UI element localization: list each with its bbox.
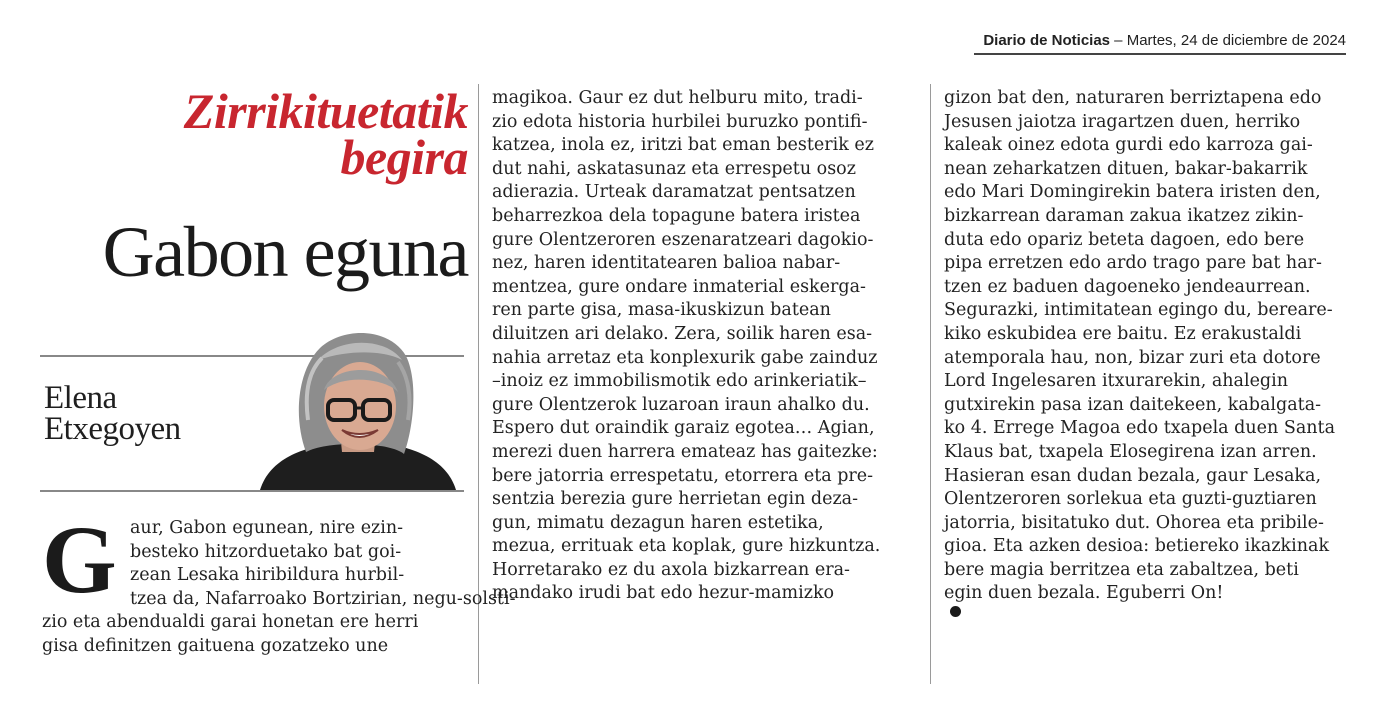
- text-line: zean Lesaka hiribildura hurbil-: [130, 565, 405, 586]
- text-line: Olentzeroren sorlekua eta guzti-guztiaren: [944, 489, 1317, 510]
- text-line: adierazia. Urteak daramatzat pentsatzen: [492, 182, 856, 203]
- text-line: diluitzen ari delako. Zera, soilik haren esa-: [492, 323, 873, 344]
- text-line: mandako irudi bat edo hezur-mamizko: [492, 583, 835, 604]
- text-line: merezi duen harrera emateaz has gaitezke:: [492, 441, 878, 462]
- text-line: kiko eskubidea ere baitu. Ez erakustaldi: [944, 323, 1302, 344]
- text-line: gioa. Eta azken desioa: betiereko ikazkinak: [944, 536, 1330, 557]
- text-line: bere magia berritzea eta zabaltzea, beti: [944, 559, 1299, 580]
- text-line: duta edo opariz beteta dagoen, edo bere: [944, 229, 1305, 250]
- text-line: pipa erretzen edo ardo trago pare bat har-: [944, 253, 1322, 274]
- text-line: zio edota historia hurbilei buruzko pontifi-: [492, 111, 868, 132]
- text-line: nean zeharkatzen dituen, bakar-bakarrik: [944, 158, 1308, 179]
- newspaper-name: Diario de Noticias: [983, 32, 1111, 49]
- text-line: Horretarako ez du axola bizkarrean era-: [492, 559, 850, 580]
- text-line: aur, Gabon egunean, nire ezin-: [130, 518, 404, 538]
- text-line: Segurazki, intimitatean egingo du, bereare-: [944, 300, 1333, 321]
- header-dash: –: [1110, 32, 1127, 49]
- text-line: gure Olentzerok luzaroan iraun ahalko du.: [492, 394, 870, 415]
- text-line: besteko hitzorduetako bat goi-: [130, 541, 402, 562]
- text-line: Hasieran esan dudan bezala, gaur Lesaka,: [944, 465, 1322, 486]
- text-line: ren parte gisa, masa-ikuskizun batean: [492, 300, 831, 321]
- text-line: dut nahi, askatasunaz eta errespetu osoz: [492, 158, 856, 179]
- text-line: atemporala hau, non, bizar zuri eta dotore: [944, 347, 1321, 368]
- end-mark-icon: [950, 606, 961, 617]
- text-line: tzen ez baduen dagoeneko jendeaurrean.: [944, 276, 1311, 297]
- page-header: [974, 32, 1346, 49]
- text-line: beharrezkoa dela topagune batera iristea: [492, 205, 861, 226]
- text-line: gun, mimatu dezagun haren estetika,: [492, 512, 824, 533]
- text-line: nahia arretaz eta konplexurik gabe zainduz: [492, 347, 878, 368]
- author-last-name: Etxegoyen: [44, 411, 181, 447]
- column-2: [492, 87, 880, 606]
- header-rule: [974, 53, 1346, 55]
- column-3: [944, 87, 1335, 617]
- text-line: edo Mari Domingirekin batera iristen den,: [944, 182, 1321, 203]
- text-line-last: [944, 582, 1335, 617]
- text-line: gizon bat den, naturaren berriztapena edo: [944, 88, 1322, 108]
- text-line: mentzea, gure ondare inmaterial eskerga-: [492, 276, 866, 297]
- kicker-line-1: Zirrikituetatik: [183, 83, 468, 139]
- text-line: bizkarrean daraman zakua ikatzez zikin-: [944, 205, 1304, 226]
- article-headline: Gabon eguna: [102, 212, 468, 292]
- text-line: gure Olentzeroren eszenaratzeari dagokio-: [492, 229, 874, 250]
- text-line: bere jatorria errespetatu, etorrera eta pre-: [492, 465, 874, 486]
- text-line: nez, haren identitatearen balioa nabar-: [492, 253, 841, 274]
- text-line: Espero dut oraindik garaiz egotea… Agian,: [492, 418, 875, 439]
- text-line: kaleak oinez edota gurdi edo karroza gai-: [944, 135, 1313, 156]
- text-line: egin duen bezala. Eguberri On!: [944, 583, 1224, 604]
- text-line: tzea da, Nafarroako Bortzirian, negu-solsti-: [130, 588, 516, 609]
- column-1-indented: [130, 517, 515, 611]
- kicker-line-2: begira: [340, 129, 468, 185]
- text-line: –inoiz ez immobilismotik edo arinkeriatik–: [492, 371, 867, 392]
- publication-date: Martes, 24 de diciembre de 2024: [1126, 32, 1346, 49]
- column-divider-2: [930, 84, 931, 684]
- text-line: magikoa. Gaur ez dut helburu mito, tradi-: [492, 88, 863, 108]
- text-line: mezua, errituak eta koplak, gure hizkuntza.: [492, 536, 881, 557]
- text-line: Jesusen jaiotza iragartzen duen, herriko: [944, 111, 1301, 132]
- section-kicker: [100, 83, 468, 185]
- text-line: Lord Ingelesaren itxurarekin, ahalegin: [944, 371, 1289, 392]
- text-line: zio eta abendualdi garai honetan ere herri: [42, 612, 419, 632]
- author-rule-bottom: [40, 490, 464, 492]
- text-line: katzea, inola ez, iritzi bat eman besterik ez: [492, 135, 874, 156]
- text-line: sentzia berezia gure herrietan egin deza-: [492, 489, 859, 510]
- text-line: Klaus bat, txapela Elosegirena izan arren.: [944, 441, 1317, 462]
- text-line: jatorria, bisitatuko dut. Ohorea eta pribile-: [944, 512, 1324, 533]
- column-1-full: [42, 611, 418, 658]
- text-line: gutxirekin pasa izan daitekeen, kabalgata-: [944, 394, 1322, 415]
- author-portrait: [258, 330, 458, 490]
- author-byline: [44, 380, 181, 447]
- drop-cap: G: [42, 506, 117, 613]
- text-line: gisa definitzen gaituena gozatzeko une: [42, 635, 389, 656]
- author-first-name: Elena: [44, 380, 117, 416]
- text-line: ko 4. Errege Magoa edo txapela duen Santa: [944, 418, 1335, 439]
